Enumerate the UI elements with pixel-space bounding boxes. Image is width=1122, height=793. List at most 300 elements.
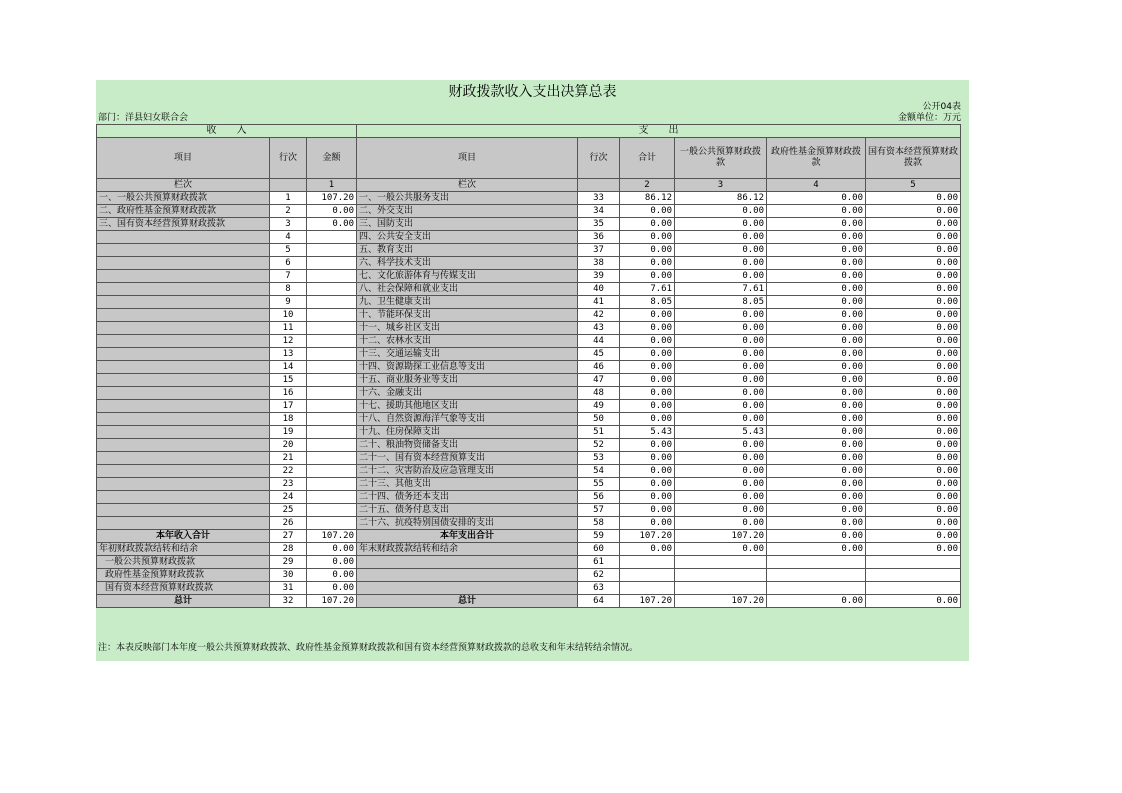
general-budget-amount: 8.05 xyxy=(675,296,767,309)
state-capital-amount: 0.00 xyxy=(866,374,961,387)
column-index-row xyxy=(97,179,961,192)
income-amount xyxy=(307,439,357,452)
income-row-number: 14 xyxy=(270,361,307,374)
expense-item xyxy=(357,582,578,595)
footnote: 注：本表反映部门本年度一般公共预算财政拨款、政府性基金预算财政拨款和国有资本经营预算财政拨款的总收支和年末结转结余情况。 xyxy=(98,643,639,653)
table-row xyxy=(97,374,961,387)
table-row xyxy=(97,205,961,218)
income-amount xyxy=(307,374,357,387)
income-row-number: 31 xyxy=(270,582,307,595)
table-row xyxy=(97,296,961,309)
fund-budget-amount xyxy=(767,569,866,582)
table-row xyxy=(97,309,961,322)
column-index-3: 3 xyxy=(675,179,767,192)
expense-row-number: 36 xyxy=(578,231,620,244)
expense-total: 0.00 xyxy=(620,517,675,530)
state-capital-amount: 0.00 xyxy=(866,517,961,530)
fund-budget-amount: 0.00 xyxy=(767,322,866,335)
form-code: 公开04表 xyxy=(922,102,961,112)
fund-budget-amount: 0.00 xyxy=(767,452,866,465)
income-section-header: 收 入 xyxy=(97,125,357,138)
income-amount xyxy=(307,348,357,361)
income-row-number: 11 xyxy=(270,322,307,335)
column-index-blank xyxy=(578,179,620,192)
income-amount xyxy=(307,478,357,491)
state-capital-amount: 0.00 xyxy=(866,205,961,218)
income-row-number: 21 xyxy=(270,452,307,465)
expense-item: 五、教育支出 xyxy=(357,244,578,257)
state-capital-amount: 0.00 xyxy=(866,192,961,205)
income-item xyxy=(97,400,270,413)
expense-total: 0.00 xyxy=(620,374,675,387)
carryover-row xyxy=(97,582,961,595)
income-item xyxy=(97,413,270,426)
income-amount xyxy=(307,452,357,465)
expense-total: 5.43 xyxy=(620,426,675,439)
table-row xyxy=(97,478,961,491)
expense-item: 二十二、灾害防治及应急管理支出 xyxy=(357,465,578,478)
expense-item: 六、科学技术支出 xyxy=(357,257,578,270)
income-item xyxy=(97,244,270,257)
general-budget-amount: 0.00 xyxy=(675,270,767,283)
income-rowno-header: 行次 xyxy=(270,138,307,179)
income-row-number: 4 xyxy=(270,231,307,244)
state-capital-amount: 0.00 xyxy=(866,491,961,504)
expense-item: 一、一般公共服务支出 xyxy=(357,192,578,205)
income-item: 三、国有资本经营预算财政拨款 xyxy=(97,218,270,231)
expense-item: 二十五、债务付息支出 xyxy=(357,504,578,517)
expense-row-number: 47 xyxy=(578,374,620,387)
table-row xyxy=(97,361,961,374)
income-amount xyxy=(307,296,357,309)
income-amount xyxy=(307,322,357,335)
fund-budget-amount: 0.00 xyxy=(767,270,866,283)
income-item xyxy=(97,426,270,439)
income-row-number: 27 xyxy=(270,530,307,543)
fund-budget-amount: 0.00 xyxy=(767,309,866,322)
expense-total: 0.00 xyxy=(620,205,675,218)
income-item xyxy=(97,465,270,478)
fund-budget-amount xyxy=(767,582,866,595)
income-row-number: 8 xyxy=(270,283,307,296)
state-capital-amount: 0.00 xyxy=(866,543,961,556)
expense-total xyxy=(620,556,675,569)
state-capital-amount xyxy=(866,582,961,595)
table-row xyxy=(97,335,961,348)
general-budget-amount: 0.00 xyxy=(675,231,767,244)
expense-total: 0.00 xyxy=(620,322,675,335)
general-budget-amount: 0.00 xyxy=(675,348,767,361)
state-capital-amount: 0.00 xyxy=(866,413,961,426)
fund-budget-amount: 0.00 xyxy=(767,205,866,218)
income-column-index-label: 栏次 xyxy=(97,179,270,192)
expense-row-number: 55 xyxy=(578,478,620,491)
expense-item xyxy=(357,569,578,582)
expense-column-index-label: 栏次 xyxy=(357,179,578,192)
income-item: 总计 xyxy=(97,595,270,608)
state-capital-amount: 0.00 xyxy=(866,296,961,309)
income-row-number: 30 xyxy=(270,569,307,582)
expense-row-number: 33 xyxy=(578,192,620,205)
income-item xyxy=(97,387,270,400)
fund-budget-amount: 0.00 xyxy=(767,231,866,244)
income-item xyxy=(97,439,270,452)
income-amount: 0.00 xyxy=(307,205,357,218)
income-item: 年初财政拨款结转和结余 xyxy=(97,543,270,556)
expense-item: 十、节能环保支出 xyxy=(357,309,578,322)
income-item: 一、一般公共预算财政拨款 xyxy=(97,192,270,205)
expense-row-number: 35 xyxy=(578,218,620,231)
year-total-row xyxy=(97,530,961,543)
income-item xyxy=(97,283,270,296)
income-row-number: 2 xyxy=(270,205,307,218)
expense-total: 0.00 xyxy=(620,400,675,413)
income-item: 本年收入合计 xyxy=(97,530,270,543)
expense-rowno-header: 行次 xyxy=(578,138,620,179)
expense-total: 0.00 xyxy=(620,270,675,283)
carryover-row xyxy=(97,569,961,582)
section-header-row xyxy=(97,125,961,138)
table-row xyxy=(97,517,961,530)
general-budget-amount: 0.00 xyxy=(675,504,767,517)
income-item-header: 项目 xyxy=(97,138,270,179)
income-row-number: 13 xyxy=(270,348,307,361)
fund-budget-amount: 0.00 xyxy=(767,426,866,439)
expense-total: 86.12 xyxy=(620,192,675,205)
table-row xyxy=(97,491,961,504)
state-capital-amount: 0.00 xyxy=(866,309,961,322)
income-row-number: 1 xyxy=(270,192,307,205)
income-item xyxy=(97,504,270,517)
general-budget-amount: 0.00 xyxy=(675,205,767,218)
expense-item: 十五、商业服务业等支出 xyxy=(357,374,578,387)
table-row xyxy=(97,465,961,478)
general-budget-amount: 0.00 xyxy=(675,478,767,491)
income-row-number: 3 xyxy=(270,218,307,231)
expense-total: 0.00 xyxy=(620,387,675,400)
expense-item: 十七、援助其他地区支出 xyxy=(357,400,578,413)
expense-total: 0.00 xyxy=(620,218,675,231)
income-amount xyxy=(307,413,357,426)
general-budget-amount: 0.00 xyxy=(675,413,767,426)
expense-row-number: 34 xyxy=(578,205,620,218)
expense-total: 0.00 xyxy=(620,348,675,361)
table-row xyxy=(97,400,961,413)
state-capital-amount: 0.00 xyxy=(866,270,961,283)
general-budget-amount: 0.00 xyxy=(675,361,767,374)
expense-row-number: 40 xyxy=(578,283,620,296)
expense-row-number: 38 xyxy=(578,257,620,270)
income-item xyxy=(97,309,270,322)
general-budget-amount xyxy=(675,569,767,582)
table-row xyxy=(97,439,961,452)
fund-budget-amount: 0.00 xyxy=(767,543,866,556)
income-amount: 107.20 xyxy=(307,192,357,205)
expense-total: 0.00 xyxy=(620,361,675,374)
state-capital-amount: 0.00 xyxy=(866,478,961,491)
income-row-number: 16 xyxy=(270,387,307,400)
general-budget-amount xyxy=(675,582,767,595)
department-label: 部门：洋县妇女联合会 xyxy=(98,113,189,123)
expense-row-number: 46 xyxy=(578,361,620,374)
expense-row-number: 59 xyxy=(578,530,620,543)
expense-row-number: 64 xyxy=(578,595,620,608)
fund-budget-amount: 0.00 xyxy=(767,517,866,530)
income-amount xyxy=(307,426,357,439)
state-capital-amount: 0.00 xyxy=(866,465,961,478)
table-row xyxy=(97,322,961,335)
state-capital-amount: 0.00 xyxy=(866,400,961,413)
table-row xyxy=(97,426,961,439)
income-amount: 0.00 xyxy=(307,582,357,595)
state-capital-amount xyxy=(866,556,961,569)
carryover-row xyxy=(97,543,961,556)
grand-total-row xyxy=(97,595,961,608)
income-row-number: 15 xyxy=(270,374,307,387)
income-item: 二、政府性基金预算财政拨款 xyxy=(97,205,270,218)
general-budget-amount: 0.00 xyxy=(675,309,767,322)
expense-row-number: 48 xyxy=(578,387,620,400)
table-row xyxy=(97,283,961,296)
table-body xyxy=(97,125,961,608)
income-item xyxy=(97,452,270,465)
column-index-5: 5 xyxy=(866,179,961,192)
fund-budget-amount: 0.00 xyxy=(767,335,866,348)
income-row-number: 9 xyxy=(270,296,307,309)
expense-total xyxy=(620,569,675,582)
income-item: 政府性基金预算财政拨款 xyxy=(97,569,270,582)
income-amount xyxy=(307,335,357,348)
general-budget-amount: 0.00 xyxy=(675,335,767,348)
expense-row-number: 58 xyxy=(578,517,620,530)
expense-item: 三、国防支出 xyxy=(357,218,578,231)
income-row-number: 12 xyxy=(270,335,307,348)
expense-item: 年末财政拨款结转和结余 xyxy=(357,543,578,556)
general-budget-amount: 0.00 xyxy=(675,452,767,465)
table-row xyxy=(97,257,961,270)
fund-budget-amount: 0.00 xyxy=(767,348,866,361)
income-row-number: 17 xyxy=(270,400,307,413)
general-budget-amount: 0.00 xyxy=(675,257,767,270)
income-item xyxy=(97,296,270,309)
fund-budget-amount: 0.00 xyxy=(767,361,866,374)
expense-row-number: 44 xyxy=(578,335,620,348)
carryover-row xyxy=(97,556,961,569)
income-item xyxy=(97,374,270,387)
income-amount xyxy=(307,257,357,270)
state-capital-amount: 0.00 xyxy=(866,452,961,465)
income-item xyxy=(97,517,270,530)
expense-total: 107.20 xyxy=(620,530,675,543)
expense-row-number: 52 xyxy=(578,439,620,452)
income-item xyxy=(97,491,270,504)
table-row xyxy=(97,218,961,231)
expense-total: 0.00 xyxy=(620,231,675,244)
expense-item xyxy=(357,556,578,569)
income-row-number: 26 xyxy=(270,517,307,530)
income-row-number: 18 xyxy=(270,413,307,426)
income-row-number: 5 xyxy=(270,244,307,257)
expense-item: 二十三、其他支出 xyxy=(357,478,578,491)
income-item xyxy=(97,478,270,491)
fund-budget-amount: 0.00 xyxy=(767,387,866,400)
fund-budget-amount: 0.00 xyxy=(767,244,866,257)
general-budget-amount: 0.00 xyxy=(675,218,767,231)
income-item: 一般公共预算财政拨款 xyxy=(97,556,270,569)
fund-budget-amount: 0.00 xyxy=(767,296,866,309)
expense-item: 七、文化旅游体育与传媒支出 xyxy=(357,270,578,283)
expense-item: 十二、农林水支出 xyxy=(357,335,578,348)
expense-row-number: 57 xyxy=(578,504,620,517)
income-row-number: 32 xyxy=(270,595,307,608)
expense-row-number: 54 xyxy=(578,465,620,478)
expense-item: 十八、自然资源海洋气象等支出 xyxy=(357,413,578,426)
column-index-1: 1 xyxy=(307,179,357,192)
expense-item: 十六、金融支出 xyxy=(357,387,578,400)
expense-total: 0.00 xyxy=(620,478,675,491)
expense-row-number: 39 xyxy=(578,270,620,283)
income-item xyxy=(97,361,270,374)
income-amount xyxy=(307,387,357,400)
income-amount: 0.00 xyxy=(307,218,357,231)
expense-total: 0.00 xyxy=(620,504,675,517)
income-row-number: 24 xyxy=(270,491,307,504)
general-budget-amount xyxy=(675,556,767,569)
expense-total: 107.20 xyxy=(620,595,675,608)
expense-item: 九、卫生健康支出 xyxy=(357,296,578,309)
expense-item: 十一、城乡社区支出 xyxy=(357,322,578,335)
table-row xyxy=(97,413,961,426)
report-title: 财政拨款收入支出决算总表 xyxy=(448,84,617,100)
income-row-number: 23 xyxy=(270,478,307,491)
expense-row-number: 50 xyxy=(578,413,620,426)
fund-budget-amount: 0.00 xyxy=(767,192,866,205)
income-row-number: 19 xyxy=(270,426,307,439)
expense-item: 十三、交通运输支出 xyxy=(357,348,578,361)
expense-total: 8.05 xyxy=(620,296,675,309)
income-amount xyxy=(307,231,357,244)
income-row-number: 7 xyxy=(270,270,307,283)
expense-row-number: 41 xyxy=(578,296,620,309)
income-amount xyxy=(307,517,357,530)
expense-row-number: 37 xyxy=(578,244,620,257)
expense-item: 八、社会保障和就业支出 xyxy=(357,283,578,296)
income-row-number: 29 xyxy=(270,556,307,569)
income-amount xyxy=(307,283,357,296)
table-row xyxy=(97,244,961,257)
income-amount xyxy=(307,244,357,257)
fund-budget-amount xyxy=(767,556,866,569)
table-row xyxy=(97,348,961,361)
general-budget-amount: 0.00 xyxy=(675,244,767,257)
income-item xyxy=(97,231,270,244)
expense-total: 0.00 xyxy=(620,413,675,426)
expense-total: 0.00 xyxy=(620,452,675,465)
table-row xyxy=(97,387,961,400)
state-capital-amount: 0.00 xyxy=(866,595,961,608)
income-amount: 0.00 xyxy=(307,569,357,582)
income-amount xyxy=(307,270,357,283)
expense-total: 0.00 xyxy=(620,439,675,452)
general-budget-amount: 0.00 xyxy=(675,465,767,478)
general-budget-amount: 5.43 xyxy=(675,426,767,439)
column-index-blank xyxy=(270,179,307,192)
income-amount xyxy=(307,491,357,504)
expense-total: 0.00 xyxy=(620,543,675,556)
income-amount: 107.20 xyxy=(307,595,357,608)
expense-row-number: 63 xyxy=(578,582,620,595)
expense-item: 总计 xyxy=(357,595,578,608)
fund-budget-amount: 0.00 xyxy=(767,530,866,543)
expense-section-header: 支 出 xyxy=(357,125,961,138)
expense-row-number: 51 xyxy=(578,426,620,439)
fund-budget-amount: 0.00 xyxy=(767,465,866,478)
income-item xyxy=(97,348,270,361)
income-row-number: 10 xyxy=(270,309,307,322)
expense-total-header: 合计 xyxy=(620,138,675,179)
state-capital-amount: 0.00 xyxy=(866,283,961,296)
expense-item: 四、公共安全支出 xyxy=(357,231,578,244)
general-budget-amount: 7.61 xyxy=(675,283,767,296)
expense-total: 0.00 xyxy=(620,257,675,270)
general-budget-amount: 0.00 xyxy=(675,322,767,335)
general-budget-amount: 0.00 xyxy=(675,517,767,530)
expense-item-header: 项目 xyxy=(357,138,578,179)
expense-item: 二十、粮油物资储备支出 xyxy=(357,439,578,452)
general-budget-amount: 0.00 xyxy=(675,374,767,387)
expense-total: 0.00 xyxy=(620,244,675,257)
expense-row-number: 62 xyxy=(578,569,620,582)
income-amount xyxy=(307,309,357,322)
expense-total: 7.61 xyxy=(620,283,675,296)
income-amount: 0.00 xyxy=(307,556,357,569)
general-budget-amount: 0.00 xyxy=(675,400,767,413)
income-item xyxy=(97,257,270,270)
state-capital-amount: 0.00 xyxy=(866,348,961,361)
expense-item: 十九、住房保障支出 xyxy=(357,426,578,439)
general-budget-amount: 0.00 xyxy=(675,439,767,452)
column-index-2: 2 xyxy=(620,179,675,192)
expense-total: 0.00 xyxy=(620,335,675,348)
report-table xyxy=(96,124,961,608)
expense-item: 十四、资源勘探工业信息等支出 xyxy=(357,361,578,374)
state-capital-amount: 0.00 xyxy=(866,504,961,517)
fund-budget-amount: 0.00 xyxy=(767,400,866,413)
unit-label: 金额单位：万元 xyxy=(897,113,961,123)
income-item xyxy=(97,335,270,348)
state-capital-amount: 0.00 xyxy=(866,257,961,270)
state-capital-header: 国有资本经营预算财政拨款 xyxy=(866,138,961,179)
fund-budget-amount: 0.00 xyxy=(767,595,866,608)
fund-budget-amount: 0.00 xyxy=(767,491,866,504)
fund-budget-amount: 0.00 xyxy=(767,413,866,426)
expense-item: 二十一、国有资本经营预算支出 xyxy=(357,452,578,465)
table-row xyxy=(97,192,961,205)
expense-total: 0.00 xyxy=(620,465,675,478)
fund-budget-amount: 0.00 xyxy=(767,283,866,296)
fund-budget-header: 政府性基金预算财政拨款 xyxy=(767,138,866,179)
income-amount xyxy=(307,361,357,374)
expense-row-number: 53 xyxy=(578,452,620,465)
income-item xyxy=(97,270,270,283)
income-row-number: 6 xyxy=(270,257,307,270)
income-amount xyxy=(307,465,357,478)
income-row-number: 20 xyxy=(270,439,307,452)
income-row-number: 22 xyxy=(270,465,307,478)
general-budget-amount: 107.20 xyxy=(675,595,767,608)
income-item: 国有资本经营预算财政拨款 xyxy=(97,582,270,595)
income-amount xyxy=(307,504,357,517)
